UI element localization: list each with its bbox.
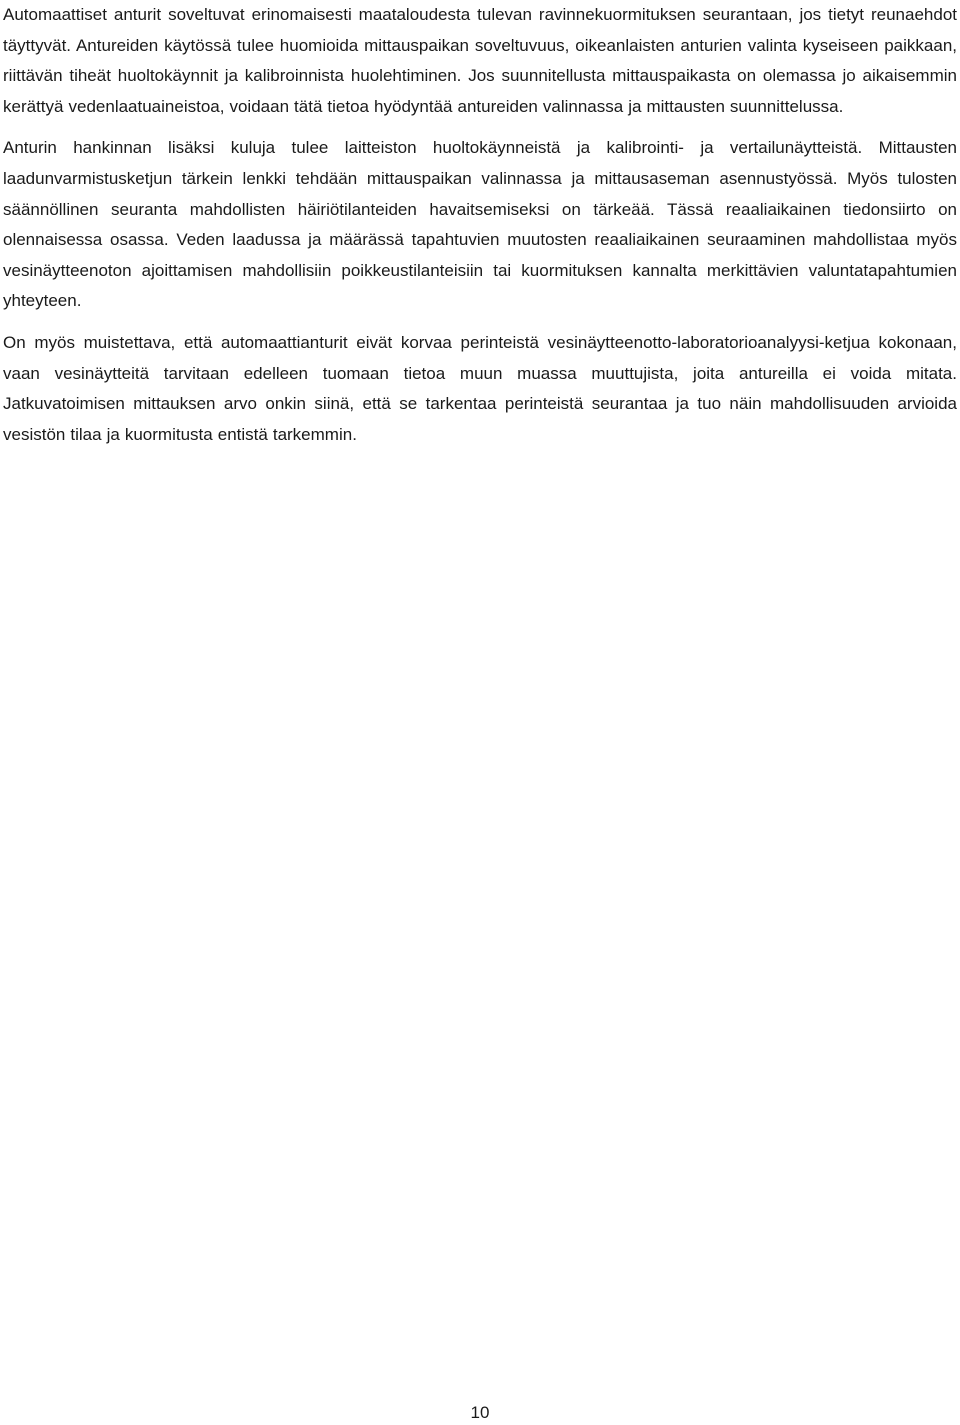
- paragraph-costs-and-quality: Anturin hankinnan lisäksi kuluja tulee laitteiston huoltokäynneistä ja kalibrointi- ja vertailunäytteistä. Mittausten laadunvarmistusketjun tärkein lenkki tehdään mittauspaikan valinnassa ja mittausaseman asennustyössä. Myös tulosten säännöllinen seuranta mahdollisten häiriötilanteiden havaitsemiseksi on tärkeää. Tässä reaaliaikainen tiedonsiirto on olennaisessa osassa. Veden laadussa ja määrässä tapahtuvien muutosten reaaliaikainen seuraaminen mahdollistaa myös vesinäytteenoton ajoittamisen mahdollisiin poikkeustilanteisiin tai kuormituksen kannalta merkittävien valuntatapahtumien yhteyteen.: [3, 138, 957, 311]
- page-number: 10: [470, 1403, 490, 1422]
- paragraph-automatic-sensors: Automaattiset anturit soveltuvat erinomaisesti maataloudesta tulevan ravinnekuormituksen seurantaan, jos tietyt reunaehdot täyttyvät. Antureiden käytössä tulee huomioida mittauspaikan soveltuvuus, oikeanlaisten anturien valinta kyseiseen paikkaan, riittävän tiheät huoltokäynnit ja kalibroinnista huolehtiminen. Jos suunnitellusta mittauspaikasta on olemassa jo aikaisemmin kerättyä vedenlaatuaineistoa, voidaan tätä tietoa hyödyntää antureiden valinnassa ja mittausten suunnittelussa.: [3, 5, 957, 116]
- paragraph-water-sampling: On myös muistettava, että automaattianturit eivät korvaa perinteistä vesinäytteenotto-laboratorioanalyysi-ketjua kokonaan, vaan vesinäytteitä tarvitaan edelleen tuomaan tietoa muun muassa muuttujista, joita antureilla ei voida mitata. Jatkuvatoimisen mittauksen arvo onkin siinä, että se tarkentaa perinteistä seurantaa ja tuo näin mahdollisuuden arvioida vesistön tilaa ja kuormitusta entistä tarkemmin.: [3, 332, 957, 444]
- page-body: [3, 0, 957, 450]
